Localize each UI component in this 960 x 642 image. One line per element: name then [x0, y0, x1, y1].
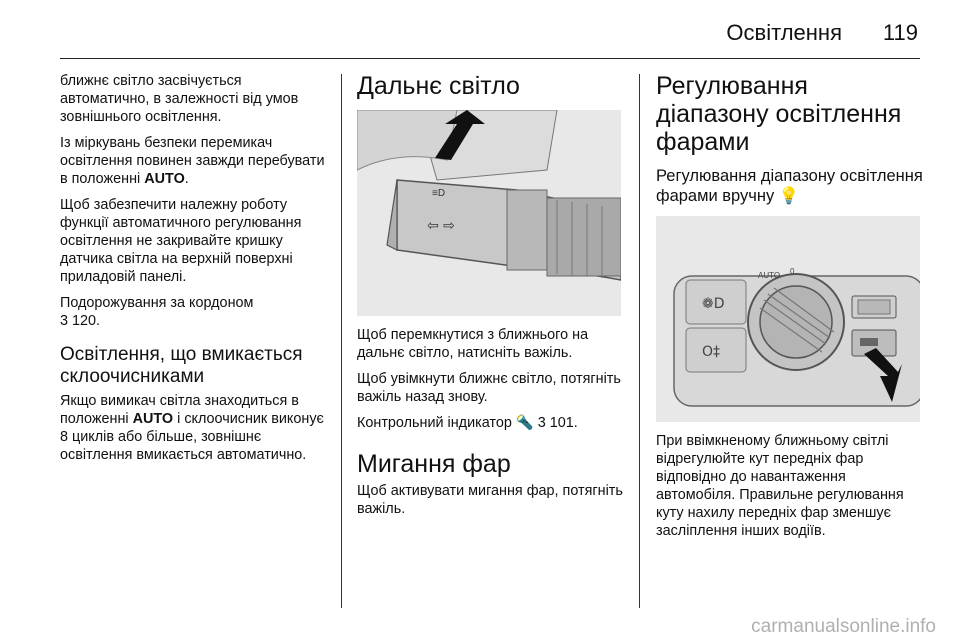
paragraph-sensor: Щоб забезпечити належну роботу функції автоматичного регулювання освітлення не закривайте кришку датчика світла на верхній поверхні приладовій панелі.	[60, 197, 302, 285]
auto-label: AUTO	[758, 271, 781, 280]
column-1	[60, 72, 328, 472]
light-switch-illustration	[656, 216, 920, 422]
svg-text:❁D: ❁D	[702, 296, 725, 312]
heading-wiper-lights: Освітлення, що вмикається склоочисниками	[60, 344, 303, 387]
column-divider-1	[341, 74, 342, 608]
paragraph-flash: Щоб активувати мигання фар, потягніть важіль.	[357, 483, 623, 517]
watermark: carmanualsonline.info	[751, 616, 936, 637]
paragraph-safety	[60, 134, 328, 188]
heading-range-adjust: Регулювання діапазону освітлення фарами	[656, 72, 902, 156]
section-title: Освітлення	[726, 20, 842, 45]
text-span: .	[184, 171, 189, 187]
column-3	[656, 72, 924, 548]
svg-text:≡D: ≡D	[432, 188, 446, 199]
text-span: і склоочисник виконує 8 циклів або більше, зовнішнє освітлення вмикається автоматично.	[60, 411, 324, 463]
svg-text:O‡: O‡	[702, 344, 721, 360]
heading-manual-adjust: Регулювання діапазону освітлення фарами вручну 💡	[656, 167, 923, 205]
heading-high-beam: Дальнє світло	[357, 72, 520, 100]
page-reference: 3 120.	[60, 313, 101, 329]
svg-text:⇦ ⇨: ⇦ ⇨	[427, 218, 455, 234]
zero-label: 0	[790, 267, 795, 276]
paragraph-abroad	[60, 294, 328, 330]
page-header	[60, 14, 920, 59]
text-span: Подорожування за кордоном	[60, 295, 254, 311]
bold-auto: AUTO	[132, 411, 174, 427]
column-2	[357, 72, 625, 526]
column-divider-2	[639, 74, 640, 608]
paragraph-indicator: Контрольний індикатор 🔦 3 101.	[357, 415, 578, 431]
lever-illustration	[357, 110, 621, 316]
page-number: 119	[882, 20, 918, 45]
paragraph-auto-light: ближнє світло засвічується автоматично, в залежності від умов зовнішнього освітлення.	[60, 73, 299, 125]
paragraph-switch-low: Щоб увімкнути ближнє світло, потягніть важіль назад знову.	[357, 371, 621, 405]
text-span: Із міркувань безпеки перемикач освітлення повинен завжди перебувати в положенні	[60, 135, 325, 187]
heading-flash: Мигання фар	[357, 450, 511, 478]
paragraph-switch-high: Щоб перемкнутися з ближнього на дальнє світло, натисніть важіль.	[357, 327, 589, 361]
text-span: Якщо вимикач світла знаходиться в положенні	[60, 393, 299, 427]
paragraph-range-adjust: При ввімкненому ближньому світлі відрегулюйте кут передніх фар відповідно до навантаження автомобіля. Правильне регулювання куту нахилу передніх фар зменшує засліплення інших водіїв.	[656, 433, 904, 539]
paragraph-wiper-lights	[60, 392, 328, 464]
bold-auto: AUTO	[144, 171, 185, 187]
